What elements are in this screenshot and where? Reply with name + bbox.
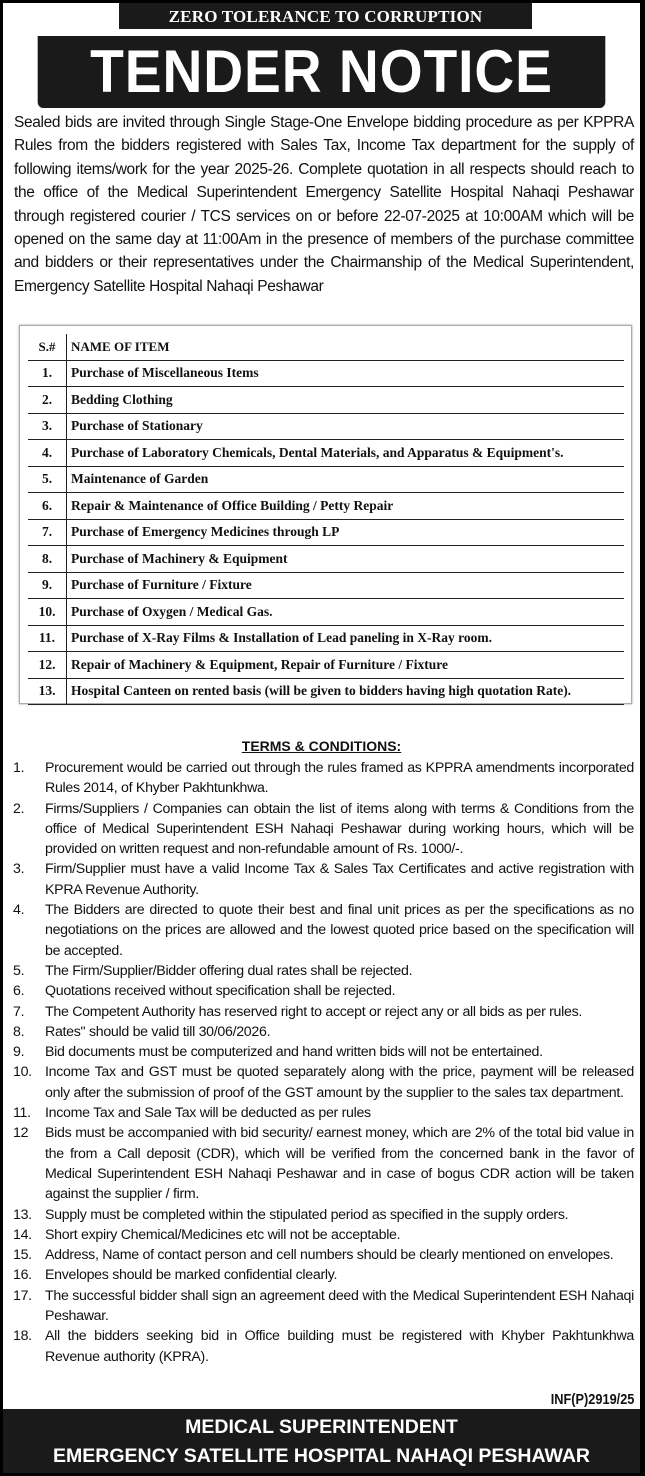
table-row bbox=[28, 546, 624, 573]
term-number: 4. bbox=[13, 902, 25, 919]
term-number: 1. bbox=[13, 760, 25, 776]
term-text: The Competent Authority has reserved right to accept or reject any or all bids as per rules. bbox=[45, 1003, 583, 1020]
table-row bbox=[28, 572, 624, 599]
row-item-name: Purchase of Laboratory Chemicals, Dental Materials, and Apparatus & Equipment's. bbox=[67, 440, 625, 467]
row-serial-number: 3. bbox=[28, 413, 67, 440]
list-item bbox=[13, 1042, 634, 1062]
row-item-name: Hospital Canteen on rented basis (will be given to bidders having high quotation Rate). bbox=[67, 678, 625, 705]
term-text: The Firm/Supplier/Bidder offering dual rates shall be rejected. bbox=[45, 962, 413, 979]
footer-line-2: EMERGENCY SATELLITE HOSPITAL NAHAQI PESHAWAR bbox=[52, 1445, 591, 1467]
list-item bbox=[13, 961, 634, 981]
row-item-name: Purchase of Miscellaneous Items bbox=[67, 360, 625, 387]
list-item bbox=[13, 1326, 634, 1367]
table-row bbox=[28, 413, 624, 440]
term-number: 6. bbox=[13, 983, 25, 1000]
term-text: Supply must be completed within the stipulated period as specified in the supply orders. bbox=[45, 1206, 569, 1223]
table-row bbox=[28, 625, 624, 652]
page-title: TENDER NOTICE bbox=[38, 36, 606, 108]
list-item bbox=[13, 1205, 634, 1225]
table-row bbox=[28, 519, 624, 546]
row-item-name: Bedding Clothing bbox=[67, 387, 625, 414]
term-text: Short expiry Chemical/Medicines etc will not be acceptable. bbox=[45, 1226, 401, 1243]
terms-title: TERMS & CONDITIONS: bbox=[241, 738, 402, 754]
row-item-name: Repair of Machinery & Equipment, Repair of Furniture / Fixture bbox=[67, 652, 625, 679]
list-item bbox=[13, 1286, 634, 1327]
term-number: 18. bbox=[13, 1328, 32, 1345]
zero-tolerance-banner: ZERO TOLERANCE TO CORRUPTION bbox=[119, 3, 532, 29]
row-item-name: Purchase of X-Ray Films & Installation of Lead paneling in X-Ray room. bbox=[67, 625, 625, 652]
table-row bbox=[28, 678, 624, 705]
row-item-name: Purchase of Furniture / Fixture bbox=[67, 572, 625, 599]
table-row bbox=[28, 360, 624, 387]
items-table-body bbox=[28, 360, 624, 705]
row-item-name: Repair & Maintenance of Office Building / Petty Repair bbox=[67, 493, 625, 520]
row-serial-number: 13. bbox=[28, 678, 67, 705]
row-item-name: Maintenance of Garden bbox=[67, 466, 625, 493]
row-serial-number: 2. bbox=[28, 387, 67, 414]
term-text: Bid documents must be computerized and hand written bids will not be entertained. bbox=[45, 1044, 543, 1061]
row-serial-number: 6. bbox=[28, 493, 67, 520]
term-text: Income Tax and Sale Tax will be deducted as per rules bbox=[45, 1105, 371, 1122]
row-serial-number: 8. bbox=[28, 546, 67, 573]
terms-list bbox=[13, 758, 634, 1367]
term-number: 2. bbox=[13, 800, 25, 817]
row-serial-number: 9. bbox=[28, 572, 67, 599]
term-text: Firms/Suppliers / Companies can obtain the list of items along with terms & Conditions from the office of Medical Superintendent ESH Nahaqi Peshawar during working hours, which will be provided on written request and non-refundable amount of Rs. 1000/-. bbox=[45, 800, 634, 858]
term-text: Quotations received without specification shall be rejected. bbox=[45, 983, 396, 1000]
table-row bbox=[28, 440, 624, 467]
term-text: Bids must be accompanied with bid security/ earnest money, which are 2% of the total bid value in the from a Call deposit (CDR), which will be verified from the concerned bank in the favor of Medical Superintendent ESH Nahaqi Peshawar and in case of bogus CDR action will be taken against the supplier / firm. bbox=[45, 1125, 634, 1203]
column-header-name: NAME OF ITEM bbox=[67, 334, 625, 360]
row-item-name: Purchase of Emergency Medicines through LP bbox=[67, 519, 625, 546]
term-number: 10. bbox=[13, 1064, 32, 1081]
list-item bbox=[13, 1103, 634, 1123]
term-number: 8. bbox=[13, 1023, 25, 1040]
list-item bbox=[13, 1265, 634, 1285]
list-item bbox=[13, 900, 634, 961]
list-item bbox=[13, 1022, 634, 1042]
term-text: Procurement would be carried out through the rules framed as KPPRA amendments incorporated Rules 2014, of Khyber Pakhtunkhwa. bbox=[45, 760, 634, 797]
term-number: 17. bbox=[13, 1287, 32, 1304]
term-text: Address, Name of contact person and cell numbers should be clearly mentioned on envelopes. bbox=[45, 1247, 614, 1264]
term-number: 7. bbox=[13, 1003, 25, 1020]
footer-line-1: MEDICAL SUPERINTENDENT bbox=[185, 1416, 458, 1438]
table-header-row bbox=[28, 334, 624, 360]
term-number: 16. bbox=[13, 1267, 32, 1284]
row-serial-number: 7. bbox=[28, 519, 67, 546]
table-row bbox=[28, 599, 624, 626]
table-row bbox=[28, 493, 624, 520]
term-text: Income Tax and GST must be quoted separately along with the price, payment will be released only after the submission of proof of the GST amount by the supplier to the sales tax department. bbox=[45, 1064, 634, 1101]
term-number: 15. bbox=[13, 1247, 32, 1264]
term-text: The Bidders are directed to quote their best and final unit prices as per the specifications as no negotiations on the prices are allowed and the lowest quoted price based on the specification will be accepted. bbox=[45, 902, 634, 959]
tender-notice-page bbox=[3, 3, 640, 1473]
term-number: 13. bbox=[13, 1206, 32, 1223]
list-item bbox=[13, 758, 634, 799]
term-text: Firm/Supplier must have a valid Income Tax & Sales Tax Certificates and active registration with KPRA Revenue Authority. bbox=[45, 861, 634, 898]
term-text: Rates" should be valid till 30/06/2026. bbox=[45, 1023, 271, 1040]
table-row bbox=[28, 387, 624, 414]
row-item-name: Purchase of Machinery & Equipment bbox=[67, 546, 625, 573]
list-item bbox=[13, 1062, 634, 1103]
row-item-name: Purchase of Oxygen / Medical Gas. bbox=[67, 599, 625, 626]
list-item bbox=[13, 1225, 634, 1245]
term-number: 12 bbox=[13, 1125, 29, 1142]
term-text: All the bidders seeking bid in Office building must be registered with Khyber Pakhtunkhwa Revenue authority (KPRA). bbox=[45, 1328, 634, 1365]
list-item bbox=[13, 799, 634, 860]
row-serial-number: 10. bbox=[28, 599, 67, 626]
intro-paragraph: Sealed bids are invited through Single Stage-One Envelope bidding procedure as per KPPRA Rules from the bidders registered with Sales Tax, Income Tax department for the supply of following items/work for the year 2025-26. Complete quotation in all respects should reach to the office of the Medical Superintendent Emergency Satellite Hospital Nahaqi Peshawar through registered courier / TCS services on or before 22-07-2025 at 10:00AM which will be opened on the same day at 11:00Am in the presence of members of the purchase committee and bidders or their representatives under the Chairmanship of the Medical Superintendent, Emergency Satellite Hospital Nahaqi Peshawar bbox=[14, 114, 634, 295]
term-number: 14. bbox=[13, 1226, 32, 1243]
list-item bbox=[13, 859, 634, 900]
row-serial-number: 4. bbox=[28, 440, 67, 467]
items-table bbox=[28, 334, 624, 705]
reference-number: INF(P)2919/25 bbox=[550, 1391, 634, 1408]
term-number: 5. bbox=[13, 962, 25, 979]
row-serial-number: 12. bbox=[28, 652, 67, 679]
term-text: Envelopes should be marked confidential clearly. bbox=[45, 1267, 338, 1284]
term-number: 9. bbox=[13, 1044, 25, 1061]
row-serial-number: 1. bbox=[28, 360, 67, 387]
footer-banner bbox=[3, 1409, 640, 1473]
table-row bbox=[28, 652, 624, 679]
list-item bbox=[13, 1002, 634, 1022]
row-serial-number: 5. bbox=[28, 466, 67, 493]
row-item-name: Purchase of Stationary bbox=[67, 413, 625, 440]
list-item bbox=[13, 1123, 634, 1204]
term-text: The successful bidder shall sign an agreement deed with the Medical Superintendent ESH Nahaqi Peshawar. bbox=[45, 1287, 634, 1325]
term-number: 3. bbox=[13, 861, 25, 878]
term-number: 11. bbox=[13, 1105, 31, 1122]
row-serial-number: 11. bbox=[28, 625, 67, 652]
table-row bbox=[28, 466, 624, 493]
list-item bbox=[13, 981, 634, 1001]
items-table-box bbox=[19, 325, 632, 704]
list-item bbox=[13, 1245, 634, 1265]
column-header-sn: S.# bbox=[28, 334, 67, 360]
